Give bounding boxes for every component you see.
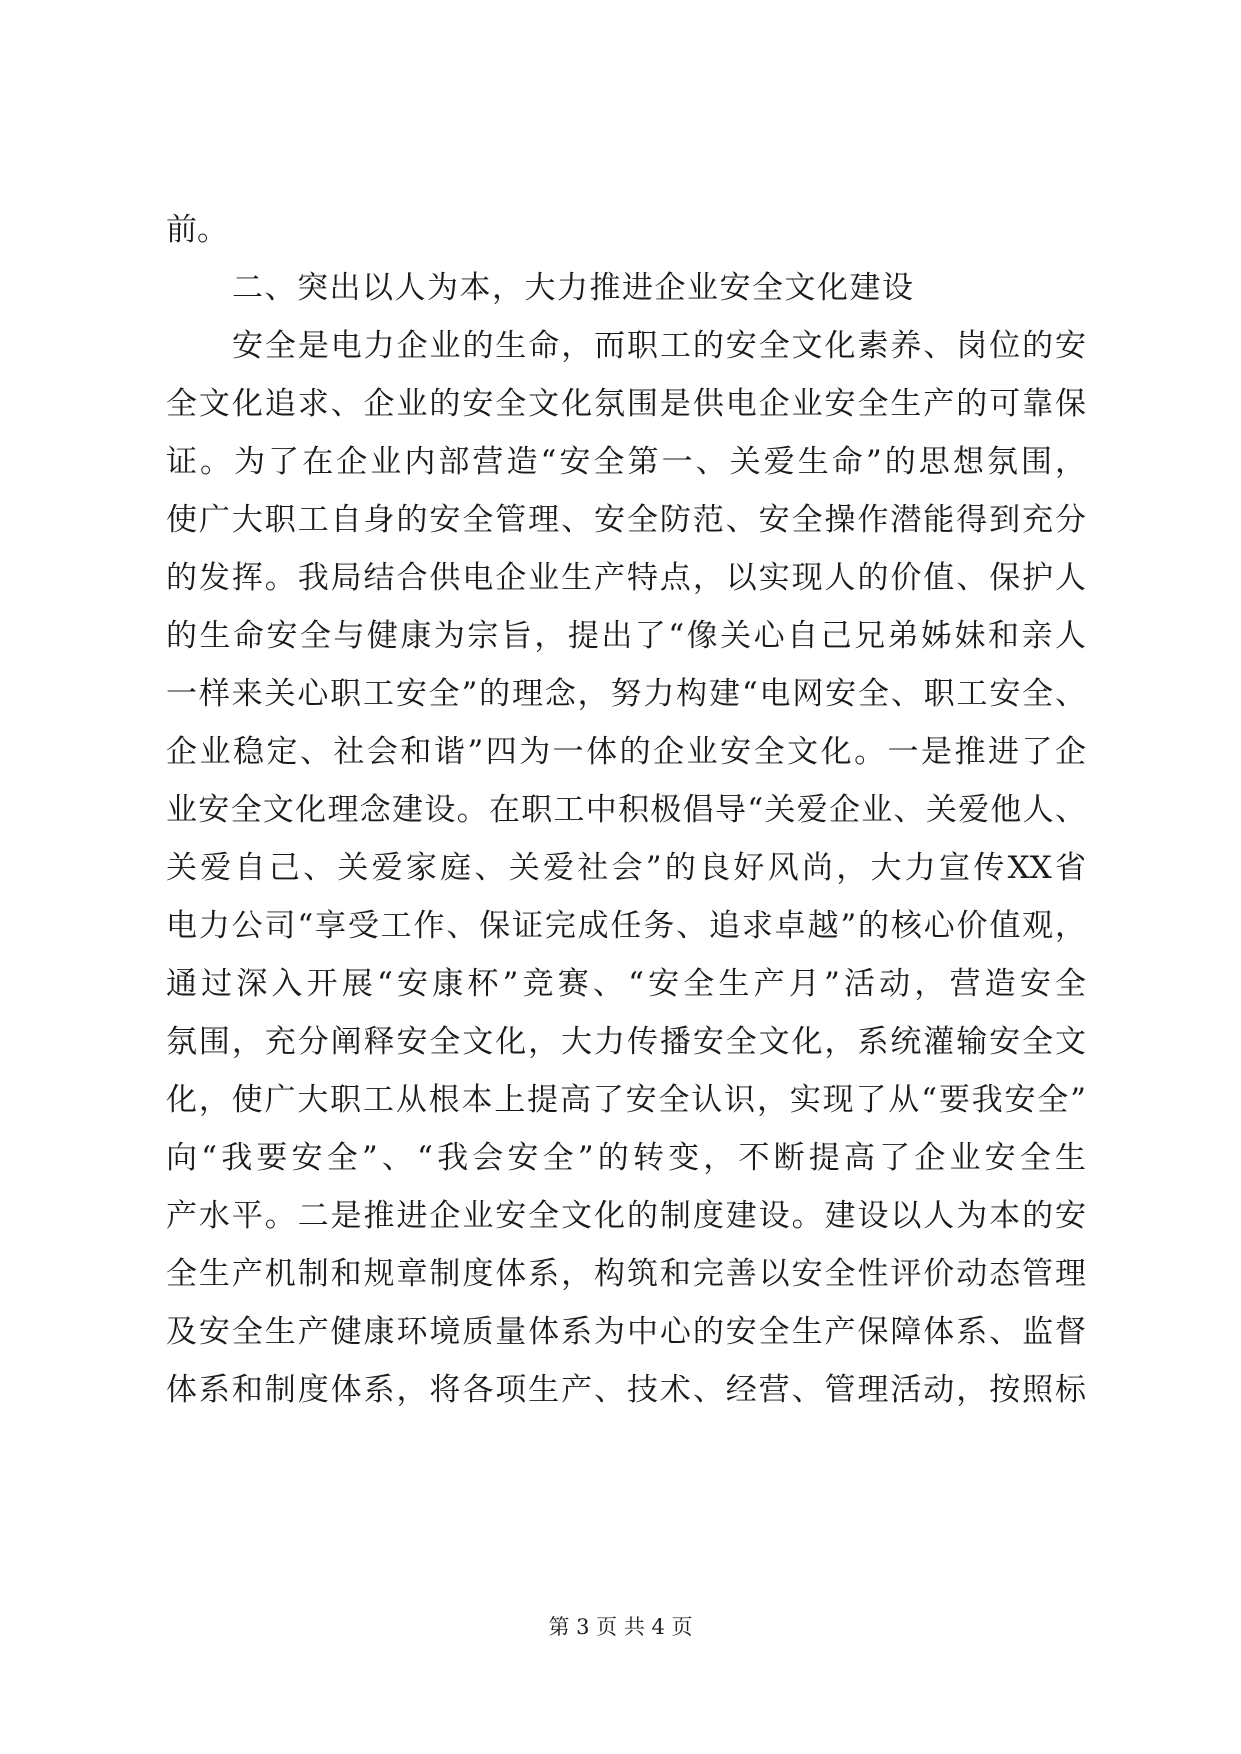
paragraph-line: 氛围，充分阐释安全文化，大力传播安全文化，系统灌输安全文 [166,1024,1086,1060]
paragraph-line: 全生产机制和规章制度体系，构筑和完善以安全性评价动态管理 [166,1256,1086,1292]
paragraph-line: 通过深入开展“安康杯”竞赛、“安全生产月”活动，营造安全 [166,966,1086,1002]
paragraph-line: 全文化追求、企业的安全文化氛围是供电企业安全生产的可靠保 [166,386,1086,422]
paragraph-line: 使广大职工自身的安全管理、安全防范、安全操作潜能得到充分 [166,502,1086,538]
paragraph-line: 向“我要安全”、“我会安全”的转变，不断提高了企业安全生 [166,1140,1086,1176]
paragraph-line: 的发挥。我局结合供电企业生产特点，以实现人的价值、保护人 [166,560,1086,596]
paragraph-continuation: 前。 [166,212,228,248]
paragraph-line: 关爱自己、关爱家庭、关爱社会”的良好风尚，大力宣传XX省 [166,850,1086,886]
paragraph-line: 体系和制度体系，将各项生产、技术、经营、管理活动，按照标 [166,1372,1086,1408]
paragraph-line: 的生命安全与健康为宗旨，提出了“像关心自己兄弟姊妹和亲人 [166,618,1086,654]
paragraph-line: 企业稳定、社会和谐”四为一体的企业安全文化。一是推进了企 [166,734,1086,770]
section-heading: 二、突出以人为本，大力推进企业安全文化建设 [232,270,915,306]
paragraph-line: 证。为了在企业内部营造“安全第一、关爱生命”的思想氛围， [166,444,1086,480]
paragraph-line: 电力公司“享受工作、保证完成任务、追求卓越”的核心价值观， [166,908,1086,944]
paragraph-line: 业安全文化理念建设。在职工中积极倡导“关爱企业、关爱他人、 [166,792,1086,828]
paragraph-line: 产水平。二是推进企业安全文化的制度建设。建设以人为本的安 [166,1198,1086,1234]
paragraph-line: 化，使广大职工从根本上提高了安全认识，实现了从“要我安全” [166,1082,1086,1118]
paragraph-line: 安全是电力企业的生命，而职工的安全文化素养、岗位的安 [232,328,1086,364]
paragraph-line: 及安全生产健康环境质量体系为中心的安全生产保障体系、监督 [166,1314,1086,1350]
page-number-footer: 第 3 页 共 4 页 [548,1615,693,1639]
paragraph-line: 一样来关心职工安全”的理念，努力构建“电网安全、职工安全、 [166,676,1086,712]
